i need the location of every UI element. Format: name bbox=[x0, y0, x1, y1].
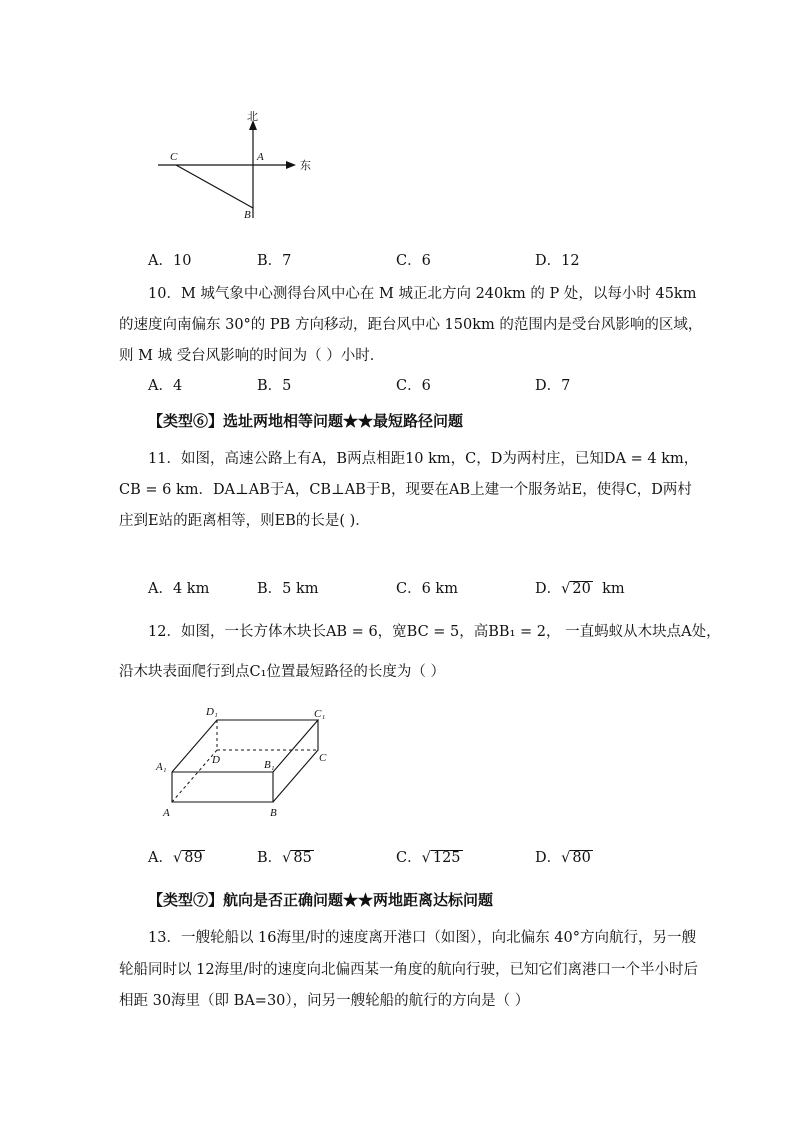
east-label: 东 bbox=[300, 159, 311, 172]
label-a1: A₁ bbox=[156, 761, 167, 773]
q10-option-d: D．7 bbox=[535, 378, 571, 394]
sqrt-icon: √ bbox=[172, 850, 183, 866]
section-heading-type6: 【类型⑥】选址两地相等问题★★最短路径问题 bbox=[148, 412, 464, 430]
q9-option-b: B．7 bbox=[257, 253, 292, 269]
q11-line-2: CB = 6 km．DA⊥AB于A，CB⊥AB于B，现要在AB上建一个服务站E，使得C，D两村 bbox=[119, 482, 692, 498]
q11-option-d-radicand: 20 bbox=[572, 581, 591, 597]
label-b1: B₁ bbox=[264, 759, 275, 771]
point-a-label: A bbox=[257, 151, 264, 163]
q10-option-c: C．6 bbox=[396, 378, 431, 394]
point-b-label: B bbox=[244, 209, 251, 221]
sqrt-icon: √ bbox=[561, 581, 571, 597]
q12-line-2: 沿木块表面爬行到点C₁位置最短路径的长度为（ ） bbox=[119, 664, 446, 680]
sqrt-icon: √ bbox=[282, 850, 292, 866]
label-d1: D₁ bbox=[206, 706, 218, 718]
q12-option-d-radicand: 80 bbox=[572, 850, 591, 866]
q12-option-c-radicand: 125 bbox=[432, 850, 461, 866]
north-label: 北 bbox=[247, 110, 258, 123]
q12-option-c bbox=[396, 846, 463, 867]
label-c1: C₁ bbox=[314, 708, 326, 720]
q11-option-d-unit: km bbox=[602, 581, 625, 597]
q13-line-1: 13．一艘轮船以 16海里/时的速度离开港口（如图），向北偏东 40°方向航行，另一艘 bbox=[148, 930, 696, 946]
q13-line-2: 轮船同时以 12海里/时的速度向北偏西某一角度的航向行驶，已知它们离港口一个半小时后 bbox=[119, 962, 698, 978]
q12-option-a-radicand: 89 bbox=[184, 850, 203, 866]
q11-line-1: 11．如图，高速公路上有A，B两点相距10 km，C，D为两村庄，已知DA = 4 km， bbox=[148, 451, 699, 467]
q10-option-a: A．4 bbox=[148, 378, 183, 394]
sqrt-icon: √ bbox=[561, 850, 571, 866]
q12-option-b-prefix: B． bbox=[257, 850, 283, 866]
q9-option-c: C．6 bbox=[396, 253, 431, 269]
q11-option-d-prefix: D． bbox=[535, 581, 562, 597]
section-heading-type7: 【类型⑦】航向是否正确问题★★两地距离达标问题 bbox=[148, 891, 494, 909]
q12-option-c-prefix: C． bbox=[396, 850, 422, 866]
label-b: B bbox=[270, 807, 277, 819]
q9-option-a: A．10 bbox=[148, 253, 192, 269]
q11-option-d bbox=[535, 577, 625, 598]
label-a: A bbox=[163, 807, 170, 819]
compass-figure bbox=[150, 108, 320, 223]
q9-option-d: D．12 bbox=[535, 253, 580, 269]
label-d: D bbox=[212, 754, 220, 766]
q12-line-1: 12．如图，一长方体木块长AB = 6，宽BC = 5，高BB₁ = 2， 一直蚂蚁从木块点A处， bbox=[148, 624, 721, 640]
q13-line-3: 相距 30海里（即 BA=30），问另一艘轮船的航行的方向是（ ） bbox=[119, 993, 530, 1009]
q10-option-b: B．5 bbox=[257, 378, 292, 394]
q11-option-a: A．4 km bbox=[148, 581, 210, 597]
point-c-label: C bbox=[170, 151, 178, 163]
cuboid-figure bbox=[150, 700, 340, 825]
q11-line-3: 庄到E站的距离相等，则EB的长是( )． bbox=[119, 513, 370, 529]
q10-line-1: 10．M 城气象中心测得台风中心在 M 城正北方向 240km 的 P 处，以每小时 45km bbox=[148, 286, 697, 302]
q10-line-3: 则 M 城 受台风影响的时间为（ ）小时． bbox=[119, 348, 385, 364]
q12-option-d-prefix: D． bbox=[535, 850, 562, 866]
q12-option-b bbox=[257, 846, 314, 867]
sqrt-icon: √ bbox=[421, 850, 431, 866]
q12-option-a bbox=[148, 846, 205, 867]
q12-option-d bbox=[535, 846, 593, 867]
q11-option-c: C．6 km bbox=[396, 581, 458, 597]
q12-option-a-prefix: A． bbox=[148, 850, 173, 866]
label-c: C bbox=[319, 752, 327, 764]
q10-line-2: 的速度向南偏东 30°的 PB 方向移动，距台风中心 150km 的范围内是受台风影响的区域， bbox=[119, 317, 703, 333]
q12-option-b-radicand: 85 bbox=[293, 850, 312, 866]
q11-option-b: B．5 km bbox=[257, 581, 319, 597]
